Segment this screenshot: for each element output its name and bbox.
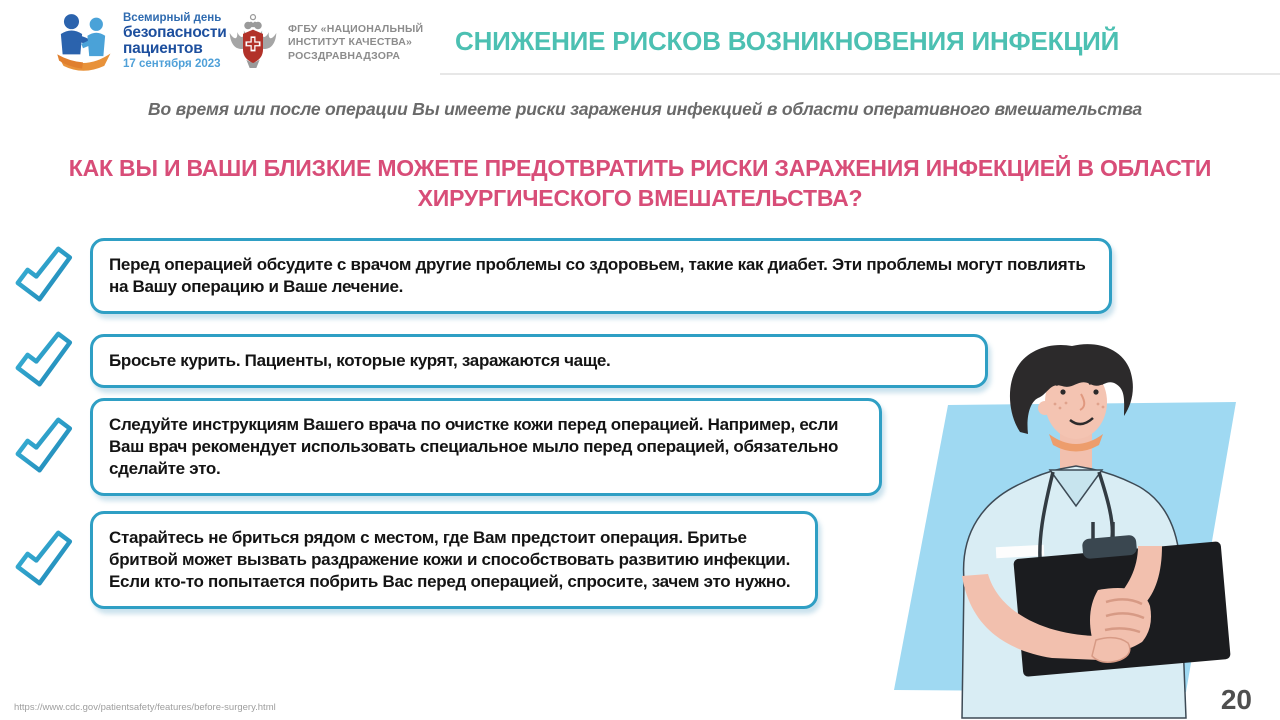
checklist-text-box: Старайтесь не бриться рядом с местом, где Вам предстоит операция. Бритье бритвой может вызвать раздражение кожи и способствовать развитию инфекции. Если кто-то попытается побрить Вас перед операцией, спросите, зачем это нужно. — [90, 511, 818, 609]
checklist-item — [12, 332, 988, 390]
question-heading: КАК ВЫ И ВАШИ БЛИЗКИЕ МОЖЕТЕ ПРЕДОТВРАТИТЬ РИСКИ ЗАРАЖЕНИЯ ИНФЕКЦИЕЙ В ОБЛАСТИ ХИРУРГИЧЕСКОГО ВМЕШАТЕЛЬСТВА? — [68, 155, 1212, 211]
checklist-item — [12, 511, 818, 609]
doctor-illustration — [900, 340, 1260, 720]
checklist-item — [12, 398, 882, 496]
checklist-text-box: Бросьте курить. Пациенты, которые курят, заражаются чаще. — [90, 334, 988, 388]
checkmark-icon — [8, 527, 79, 593]
inst-line3: РОСЗДРАВНАДЗОРА — [288, 49, 401, 62]
roszdravnadzor-logo-text — [288, 23, 423, 62]
page-number: 20 — [1220, 684, 1252, 715]
slide-title: СНИЖЕНИЕ РИСКОВ ВОЗНИКНОВЕНИЯ ИНФЕКЦИЙ — [455, 26, 1120, 56]
eagle-emblem-icon — [228, 12, 278, 74]
source-url: https://www.cdc.gov/patientsafety/features/before-surgery.html — [14, 702, 276, 713]
wpsd-logo-text — [123, 13, 227, 70]
wpsd-line3: пациентов — [123, 40, 203, 57]
checkmark-icon — [8, 414, 79, 480]
wpsd-date: 17 сентября 2023 — [123, 57, 221, 70]
checklist-text-box: Следуйте инструкциям Вашего врача по очистке кожи перед операцией. Например, если Ваш врач рекомендует использовать специальное мыло перед операцией, обязательно сделайте это. — [90, 398, 882, 496]
wpsd-logo — [52, 10, 227, 74]
title-divider — [440, 73, 1280, 75]
inst-line1: ФГБУ «НАЦИОНАЛЬНЫЙ — [288, 23, 424, 36]
inst-line2: ИНСТИТУТ КАЧЕСТВА» — [288, 36, 413, 49]
checkmark-icon — [8, 328, 79, 394]
checklist-item — [12, 238, 1112, 314]
intro-text: Во время или после операции Вы имеете риски заражения инфекцией в области оперативного вмешательства — [148, 99, 1142, 119]
checklist-text-box: Перед операцией обсудите с врачом другие проблемы со здоровьем, такие как диабет. Эти проблемы могут повлиять на Вашу операцию и Ваше лечение. — [90, 238, 1112, 314]
wpsd-line2: безопасности — [123, 24, 227, 42]
roszdravnadzor-logo — [228, 12, 423, 74]
patient-safety-day-icon — [52, 10, 114, 74]
wpsd-line1: Всемирный день — [123, 12, 222, 25]
checkmark-icon — [8, 243, 79, 309]
